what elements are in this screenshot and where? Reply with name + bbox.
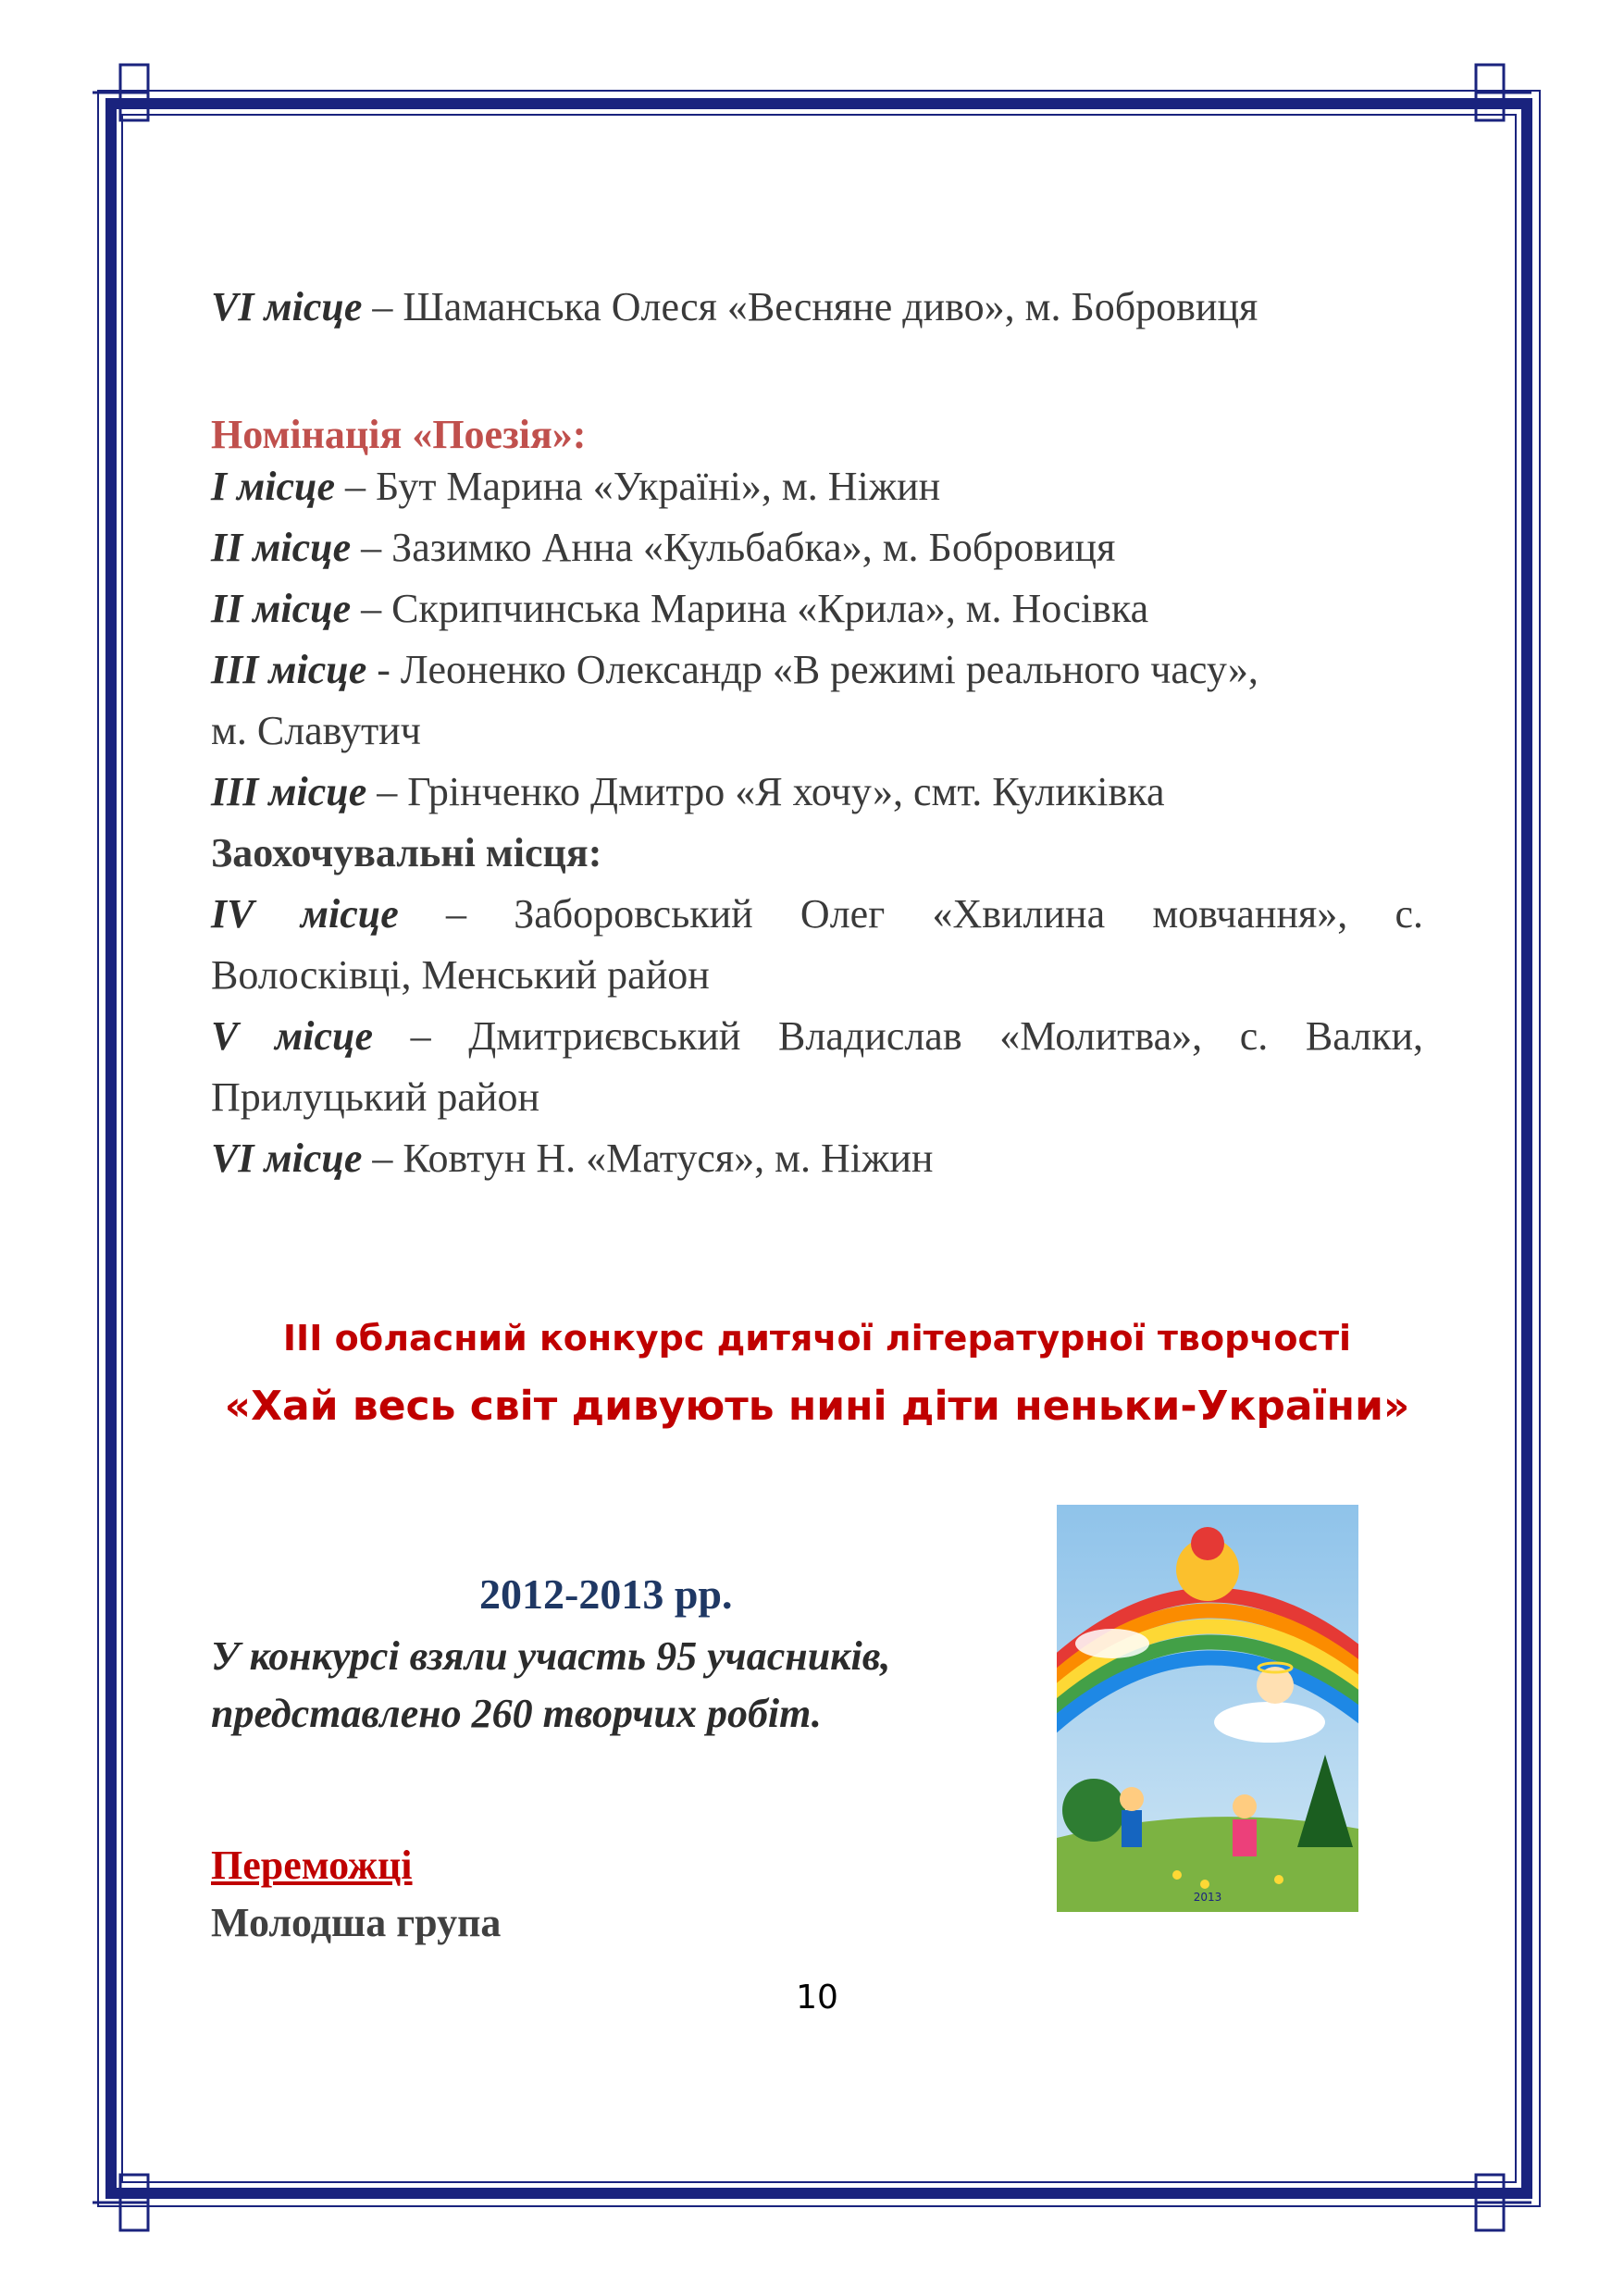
contest-title-line2: «Хай весь світ дивують нині діти неньки-України» (224, 1383, 1410, 1430)
result-line: II місце – Скрипчинська Марина «Крила», м. Носівка (211, 586, 1149, 631)
place-label: VI місце (211, 284, 363, 329)
stats-line2: представлено 260 творчих робіт. (211, 1691, 822, 1736)
encouraging-heading: Заохочувальні місця: (211, 830, 602, 875)
result-line: VI місце – Ковтун Н. «Матуся», м. Ніжин (211, 1136, 934, 1181)
cover-year: 2013 (1193, 1891, 1222, 1904)
contest-title-line1: ІІІ обласний конкурс дитячої літературної творчості (282, 1318, 1352, 1359)
contest-years: 2012-2013 рр. (479, 1570, 733, 1618)
result-line: V місце – Дмитриєвський Владислав «Молитва», с. Валки, (211, 1013, 1424, 1059)
result-text: – Шаманська Олеся «Весняне диво», м. Бобровиця (362, 284, 1258, 329)
stats-line1: У конкурсі взяли участь 95 учасників, (211, 1633, 891, 1679)
nomination-heading: Номінація «Поезія»: (211, 412, 587, 457)
winners-heading: Переможці (211, 1843, 413, 1888)
result-line: I місце – Бут Марина «Україні», м. Ніжин (211, 464, 941, 509)
result-line: Волосківці, Менський район (211, 952, 710, 998)
group-heading: Молодша група (211, 1900, 502, 1945)
result-line: Прилуцький район (211, 1074, 539, 1120)
book-cover-image (1057, 1505, 1358, 1912)
result-line: II місце – Зазимко Анна «Кульбабка», м. Бобровиця (211, 525, 1116, 570)
result-line (211, 279, 1423, 335)
result-line: IV місце – Заборовський Олег «Хвилина мовчання», с. (211, 891, 1423, 937)
result-line: м. Славутич (211, 708, 421, 753)
result-line: III місце - Леоненко Олександр «В режимі реального часу», (211, 647, 1258, 692)
result-line: III місце – Грінченко Дмитро «Я хочу», смт. Куликівка (211, 769, 1165, 814)
page-number: 10 (796, 1979, 838, 2017)
